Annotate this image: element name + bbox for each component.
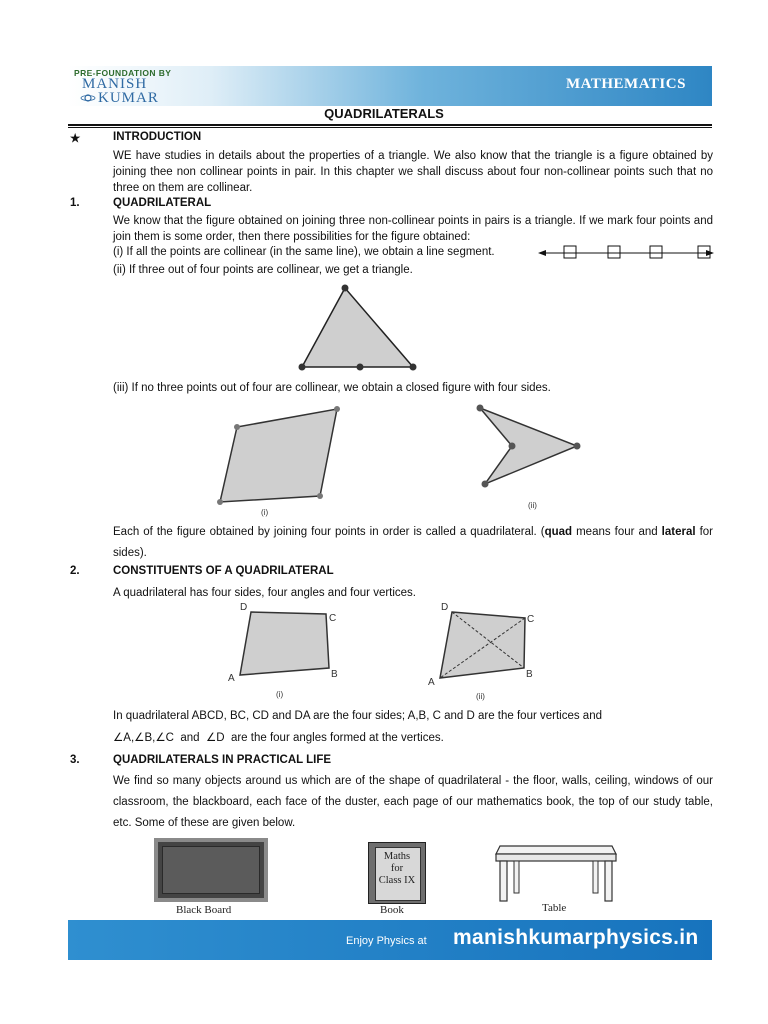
vertex-label-a: A [228, 673, 235, 684]
vertex-label-b: B [526, 669, 533, 680]
fig-caption-i: (i) [261, 508, 269, 517]
vertex-label-d: D [240, 602, 248, 613]
s2-sides-text: In quadrilateral ABCD, BC, CD and DA are the four sides; A,B, C and D are the four vertices and [113, 710, 602, 722]
table-label: Table [542, 902, 567, 914]
blackboard-illustration [154, 838, 268, 902]
abcd-figure-i [226, 600, 346, 688]
s1-definition [113, 522, 713, 564]
vertex-label-b: B [331, 669, 338, 680]
vertex-label-d: D [441, 602, 449, 613]
abcd-figure-ii [427, 600, 547, 688]
def-part-3: for sides). [113, 526, 713, 559]
angles-abc: ∠A,∠B,∠C [113, 732, 174, 744]
brand-name-second: KUMAR [98, 90, 159, 106]
s1-case2: (ii) If three out of four points are collinear, we get a triangle. [113, 264, 413, 276]
footer-tagline: Enjoy Physics at [346, 935, 427, 947]
page-title: QUADRILATERALS [324, 106, 444, 121]
book-illustration [368, 842, 426, 904]
def-part-2: means four and [572, 526, 662, 538]
book-label: Book [380, 904, 404, 916]
title-rule-thin [68, 127, 712, 128]
def-lateral: lateral [661, 526, 696, 538]
s1-number: 1. [70, 197, 80, 209]
s2-angles-line [113, 730, 444, 744]
s1-text: We know that the figure obtained on joining three non-collinear points in pairs is a triangle. If we mark four points and join them is some order, then there possibilities for the figure obtained: [113, 215, 713, 243]
s2-heading: CONSTITUENTS OF A QUADRILATERAL [113, 565, 334, 577]
def-part-1: Each of the figure obtained by joining four points in order is called a quadrilateral. ( [113, 526, 545, 538]
angles-post: are the four angles formed at the vertices. [230, 732, 444, 744]
vertex-label-c: C [527, 614, 535, 625]
blackboard-label: Black Board [176, 904, 232, 916]
s2-text: A quadrilateral has four sides, four angles and four vertices. [113, 587, 417, 599]
fig-caption-i: (i) [276, 690, 284, 699]
book-cover-line-3: Class IX [378, 875, 416, 886]
brand-name-first: MANISH [82, 76, 148, 92]
vertex-label-c: C [329, 613, 337, 624]
book-cover-text [375, 851, 419, 887]
collinear-points-figure [538, 240, 716, 262]
angles-and: and [180, 732, 200, 744]
point-box [650, 246, 662, 258]
triangle-figure [290, 280, 430, 372]
subject-label: MATHEMATICS [566, 76, 686, 92]
def-quad: quad [544, 526, 573, 538]
intro-text: WE have studies in details about the properties of a triangle. We also know that the triangle is a figure obtained by joining thee non collinear points in pair. In this chapter we shall discuss about four non-collinear points such that no three on them are collinear. [113, 150, 713, 194]
angle-d: ∠D [205, 732, 225, 744]
vertex-label-a: A [428, 677, 435, 688]
s3-number: 3. [70, 754, 80, 766]
point-box [608, 246, 620, 258]
s2-number: 2. [70, 565, 80, 577]
s1-heading: QUADRILATERAL [113, 197, 212, 209]
fig-caption-ii: (ii) [528, 501, 537, 510]
fig-caption-ii: (ii) [476, 692, 485, 701]
arrow-left-icon [538, 250, 546, 256]
quadrilateral-convex-figure [210, 400, 360, 512]
s3-text: We find so many objects around us which are of the shape of quadrilateral - the floor, walls, ceiling, windows of our classroom, the blackboard, each face of the duster, each page of our mathematics book, the top of our study table, etc. Some of these are given below. [113, 775, 713, 829]
intro-heading: INTRODUCTION [113, 131, 202, 143]
footer-website-link[interactable]: manishkumarphysics.in [453, 926, 699, 949]
title-rule [68, 124, 712, 126]
s3-heading: QUADRILATERALS IN PRACTICAL LIFE [113, 754, 332, 766]
point-box [564, 246, 576, 258]
s1-case3: (iii) If no three points out of four are collinear, we obtain a closed figure with four sides. [113, 382, 551, 394]
brand-tagline: PRE-FOUNDATION BY [74, 68, 172, 78]
table-illustration [494, 838, 620, 904]
book-cover-line-2: for [390, 863, 404, 874]
star-marker-icon: ★ [70, 133, 81, 145]
s1-case1: (i) If all the points are collinear (in the same line), we obtain a line segment. [113, 246, 495, 258]
quadrilateral-concave-figure [470, 398, 590, 494]
book-cover-line-1: Maths [383, 851, 411, 862]
